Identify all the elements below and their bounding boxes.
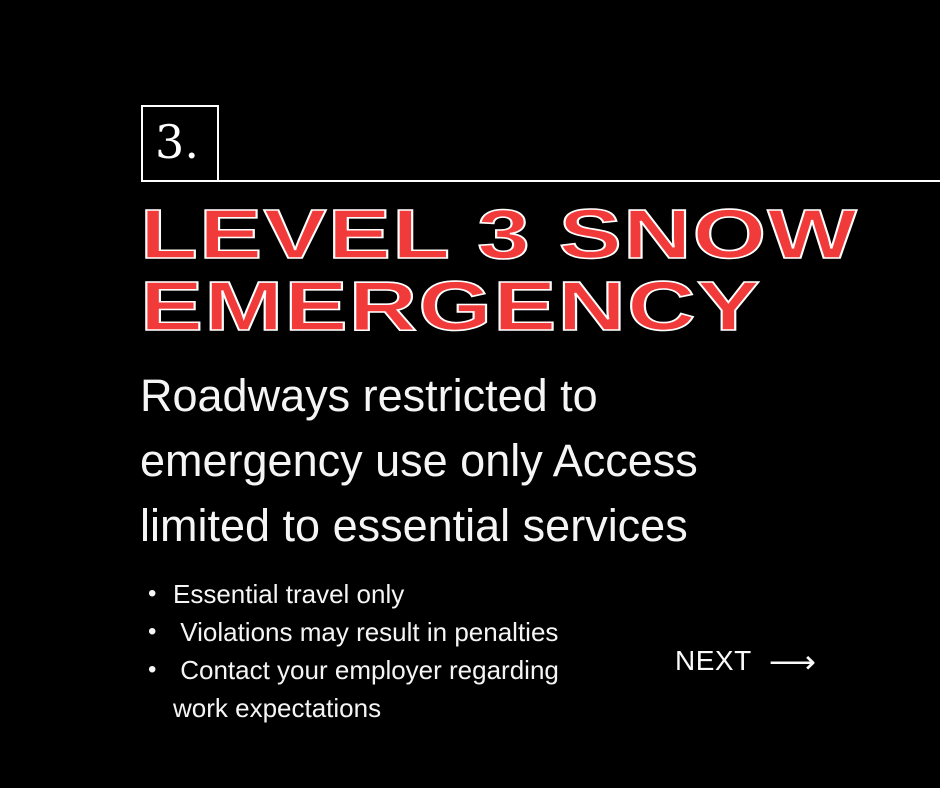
subtitle-line-3: limited to essential services bbox=[140, 500, 688, 551]
bullet-text: Contact your employer regarding work expectations bbox=[173, 655, 567, 723]
next-button[interactable] bbox=[675, 642, 816, 681]
right-arrow-icon: ⟶ bbox=[768, 642, 816, 681]
page-title-line-1: LEVEL 3 SNOW bbox=[140, 195, 859, 273]
bullet-list bbox=[145, 575, 615, 727]
subtitle-line-1: Roadways restricted to bbox=[140, 370, 598, 421]
header-divider bbox=[219, 180, 940, 182]
list-item bbox=[145, 651, 615, 727]
subtitle-line-2: emergency use only Access bbox=[140, 435, 698, 486]
next-button-label: NEXT bbox=[675, 644, 752, 676]
list-item bbox=[145, 575, 615, 613]
subtitle-text bbox=[140, 363, 698, 558]
slide-number-box bbox=[141, 105, 219, 182]
list-item bbox=[145, 613, 615, 651]
bullet-text: Essential travel only bbox=[173, 579, 405, 609]
slide-number: 3. bbox=[155, 114, 199, 169]
bullet-dot-icon: • bbox=[148, 618, 157, 645]
bullet-dot-icon: • bbox=[148, 580, 157, 607]
bullet-text: Violations may result in penalties bbox=[173, 617, 559, 647]
page-title bbox=[140, 195, 859, 345]
page-title-line-2: EMERGENCY bbox=[140, 267, 762, 345]
bullet-dot-icon: • bbox=[148, 656, 157, 683]
